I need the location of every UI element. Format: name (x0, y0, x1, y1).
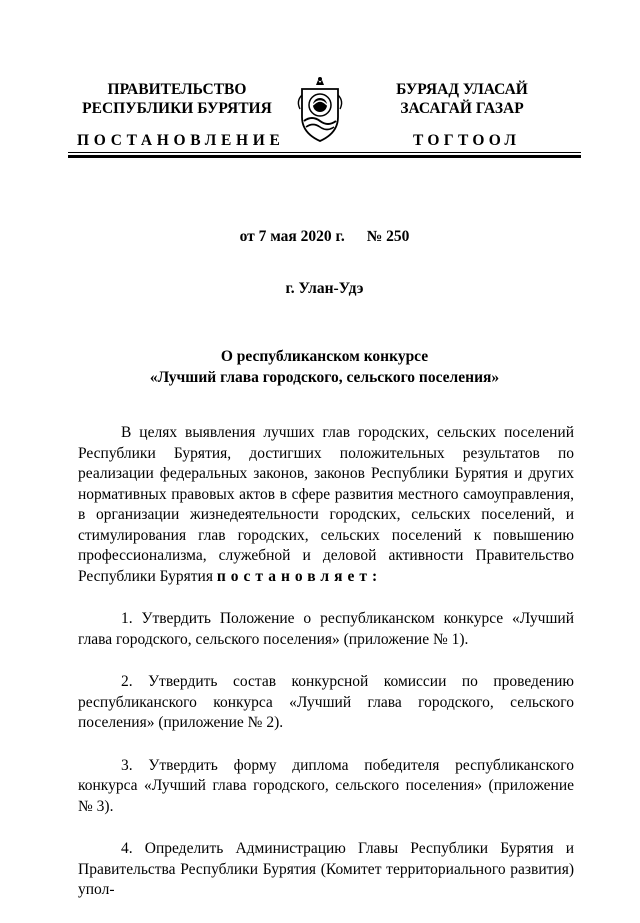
header-divider-thin (68, 152, 581, 153)
decree-label-ru: ПОСТАНОВЛЕНИЕ (77, 132, 285, 149)
header-ru-line1: ПРАВИТЕЛЬСТВО (107, 81, 247, 98)
decree-date-number (68, 228, 581, 246)
item-2: 2. Утвердить состав конкурсной комиссии по проведению республиканского конкурса «Лучший глава городского, сельского поселения» (приложение № 2). (78, 673, 574, 731)
header-ru-line2: РЕСПУБЛИКИ БУРЯТИЯ (82, 100, 272, 117)
decree-label-bua: ТОГТООЛ (413, 132, 521, 149)
item-3: 3. Утвердить форму диплома победителя республиканского конкурса «Лучший глава городского, сельского поселения» (приложение № 3). (78, 756, 574, 815)
decree-date: от 7 мая 2020 г. (239, 228, 345, 245)
title-line2: «Лучший глава городского, сельского поселения» (149, 369, 500, 386)
coat-of-arms-icon (294, 75, 346, 145)
item-4: 4. Определить Администрацию Главы Республики Бурятия и Правительства Республики Бурятия (Комитет территориального развития) упол- (78, 840, 574, 898)
preamble-paragraph (78, 423, 574, 587)
document-body (78, 423, 574, 923)
decree-number: № 250 (366, 228, 410, 245)
header-ru-authority (77, 80, 277, 118)
preamble-text: В целях выявления лучших глав городских, сельских поселений Республики Бурятия, достигших положительных результатов по реализации федеральных законов, законов Республики Бурятия и других нормативных правовых актов в сфере развития местного самоуправления, в организации жизнедеятельности городских, сельских поселений, и стимулирования глав городских, сельских поселений к повышению профессионализма, служебной и деловой активности Правительство Республики Бурятия (78, 424, 574, 585)
title-line1: О республиканском конкурсе (220, 348, 429, 365)
header-bua-line2: ЗАСАГАЙ ГАЗАР (400, 100, 524, 117)
header-bua-authority (362, 80, 562, 118)
header-bua-line1: БУРЯАД УЛАСАЙ (396, 81, 528, 98)
document-title (68, 346, 581, 388)
preamble-emphasis: постановляет: (216, 567, 383, 585)
header-divider-thick (68, 155, 581, 158)
decree-city: г. Улан-Удэ (285, 280, 364, 297)
item-1: 1. Утвердить Положение о республиканском конкурсе «Лучший глава городского, сельского поселения» (приложение № 1). (78, 610, 574, 648)
